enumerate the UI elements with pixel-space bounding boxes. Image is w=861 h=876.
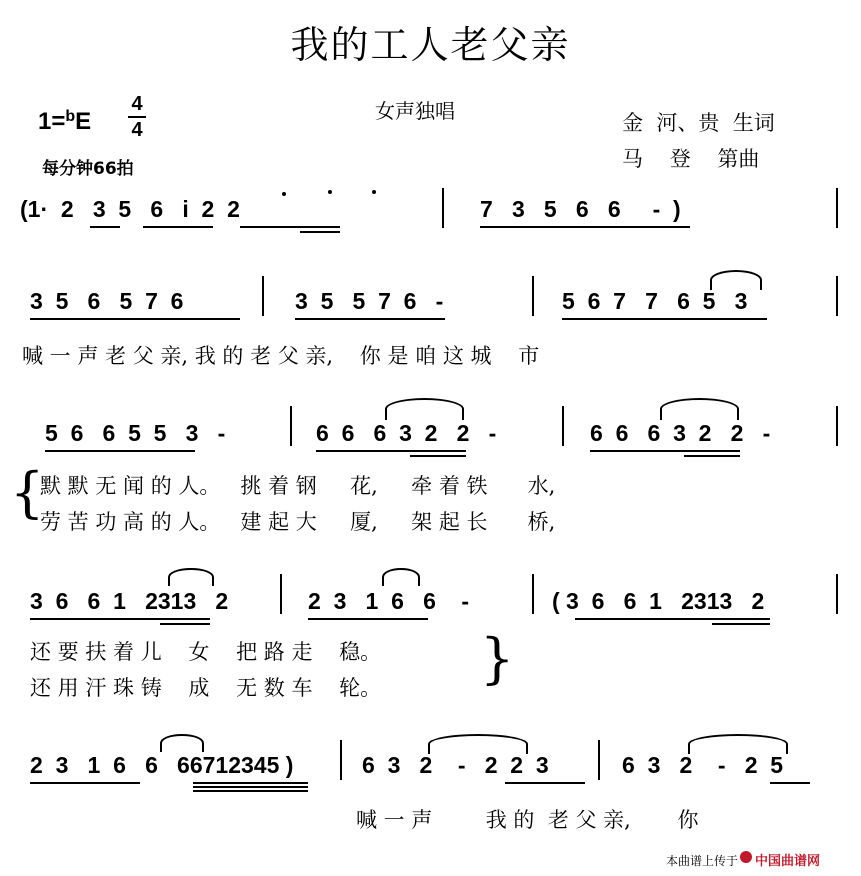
system2-lyrics: 喊 一 声 老 父 亲, 我 的 老 父 亲, 你 是 咱 这 城 市 xyxy=(22,344,540,368)
system4-lyrics1: 还 要 扶 着 儿 女 把 路 走 稳。 xyxy=(30,640,382,664)
page-title: 我的工人老父亲 xyxy=(290,23,571,67)
slur xyxy=(160,734,204,752)
time-bottom: 4 xyxy=(131,119,143,141)
key-text: 1= xyxy=(38,108,66,135)
system1-segment2: 7 3 5 6 6 - ) xyxy=(480,196,681,222)
underline xyxy=(30,782,140,784)
system2-notes3: 5 6 7 7 6 5 3 xyxy=(562,288,748,314)
footer-text: 本曲谱上传于 xyxy=(666,854,739,868)
verse-brace-close: } xyxy=(480,627,515,690)
verse-brace: { xyxy=(10,461,45,524)
barline xyxy=(340,740,342,780)
barline xyxy=(598,740,600,780)
barline xyxy=(562,406,564,446)
barline xyxy=(532,276,534,316)
underline xyxy=(505,782,585,784)
system4-notes2: 2 3 1 6 6 - xyxy=(308,588,470,614)
barline xyxy=(836,406,838,446)
barline xyxy=(532,574,534,614)
underline xyxy=(316,450,466,452)
slur xyxy=(688,734,788,754)
underline xyxy=(300,231,340,233)
system5-notes3: 6 3 2 - 2 5 xyxy=(622,752,784,778)
system4-notes1: 3 6 6 1 2313 2 xyxy=(30,588,229,614)
slur xyxy=(385,398,464,420)
underline xyxy=(160,623,210,625)
key-signature xyxy=(38,108,91,136)
underline xyxy=(193,790,308,792)
barline xyxy=(262,276,264,316)
key-flat: b xyxy=(65,108,76,125)
system3-notes1: 5 6 6 5 5 3 - xyxy=(45,420,226,446)
system1-segment1: (1· 2 3 5 6 i 2 2 xyxy=(20,196,240,222)
underline xyxy=(45,450,195,452)
system5-notes1: 2 3 1 6 6 66712345 ) xyxy=(30,752,294,778)
system4-lyrics2: 还 用 汗 珠 铸 成 无 数 车 轮。 xyxy=(30,676,382,700)
system4-notes3: ( 3 6 6 1 2313 2 xyxy=(552,588,765,614)
time-top: 4 xyxy=(131,93,143,115)
slur xyxy=(168,568,214,586)
barline xyxy=(836,574,838,614)
underline xyxy=(684,455,740,457)
underline xyxy=(295,318,445,320)
barline xyxy=(836,276,838,316)
slur xyxy=(428,734,528,754)
underline xyxy=(193,782,308,784)
performance-style: 女声独唱 xyxy=(375,99,455,123)
system5-notes2: 6 3 2 - 2 2 3 xyxy=(362,752,549,778)
site-logo-icon xyxy=(740,851,752,863)
system3-notes3: 6 6 6 3 2 2 - xyxy=(590,420,771,446)
underline xyxy=(712,623,770,625)
system2-notes1: 3 5 6 5 7 6 xyxy=(30,288,184,314)
tempo-marking: 每分钟66拍 xyxy=(42,159,134,179)
underline xyxy=(308,618,428,620)
system3-notes2: 6 6 6 3 2 2 - xyxy=(316,420,497,446)
underline xyxy=(770,782,810,784)
underline xyxy=(480,226,690,228)
barline xyxy=(442,188,444,228)
site-logo-text: 中国曲谱网 xyxy=(755,854,821,869)
underline xyxy=(90,226,120,228)
barline xyxy=(290,406,292,446)
underline xyxy=(240,226,340,228)
system3-lyrics1: 默 默 无 闻 的 人。 挑 着 钢 花, 牵 着 铁 水, xyxy=(40,474,556,498)
slur xyxy=(710,270,762,290)
barline xyxy=(280,574,282,614)
time-signature xyxy=(128,93,146,141)
slur xyxy=(382,568,420,586)
octave-dot xyxy=(282,192,286,196)
system5-lyrics: 喊 一 声 我 的 老 父 亲, 你 xyxy=(356,808,699,832)
slur xyxy=(660,398,739,420)
composer-credit: 马 登 第曲 xyxy=(622,147,760,171)
underline xyxy=(30,618,210,620)
lyricist-credit: 金 河、贵 生词 xyxy=(622,111,775,135)
key-note: E xyxy=(75,108,92,135)
system3-lyrics2: 劳 苦 功 高 的 人。 建 起 大 厦, 架 起 长 桥, xyxy=(40,510,556,534)
octave-dot xyxy=(372,190,376,194)
octave-dot xyxy=(328,190,332,194)
system2-notes2: 3 5 5 7 6 - xyxy=(295,288,444,314)
underline xyxy=(590,450,740,452)
underline xyxy=(575,618,770,620)
underline xyxy=(410,455,466,457)
underline xyxy=(193,786,308,788)
barline xyxy=(836,188,838,228)
underline xyxy=(30,318,240,320)
underline xyxy=(562,318,767,320)
underline xyxy=(143,226,213,228)
